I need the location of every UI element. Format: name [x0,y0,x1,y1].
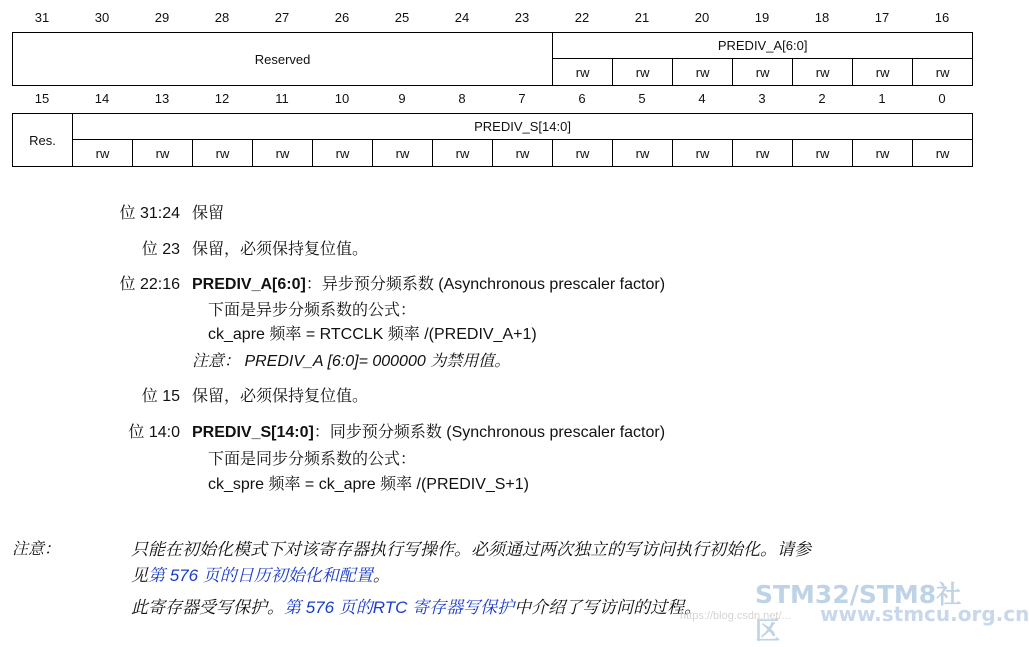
bit-label-23: 位 23 [141,241,180,258]
bit-number: 10 [334,91,350,106]
access-rw: rw [733,140,793,167]
prediv-a-field: PREDIV_A[6:0] [553,33,973,59]
field-name-prediv-a: PREDIV_A[6:0] [192,276,306,293]
field-title-prediv-a: ：异步预分频系数 (Asynchronous prescaler factor) [305,276,666,293]
note-line2-prefix: 见 [131,566,148,585]
bit-number: 24 [454,10,470,25]
bit-number: 30 [94,10,110,25]
field-title-prediv-s: ：同步预分频系数 (Synchronous prescaler factor) [313,424,666,441]
write-protection-link[interactable]: 第 576 页的RTC 寄存器写保护 [284,598,515,617]
access-rw: rw [253,140,313,167]
bit-number: 18 [814,10,830,25]
access-rw: rw [673,59,733,86]
bit-number: 4 [698,91,706,106]
upper-register-table [12,32,973,86]
watermark-blog: https://blog.csdn.net/... [680,610,791,622]
bit-label-15: 位 15 [141,388,180,405]
access-rw: rw [553,59,613,86]
bit-number: 13 [154,91,170,106]
bit-number: 0 [938,91,946,106]
reserved-field: Reserved [13,33,553,86]
bit-number: 2 [818,91,826,106]
access-rw: rw [433,140,493,167]
bit-number: 22 [574,10,590,25]
note-line3-suffix: 中介绍了写访问的过程。 [514,598,702,617]
access-rw: rw [493,140,553,167]
note-line2 [131,566,390,586]
bit-number: 1 [878,91,886,106]
access-rw: rw [913,59,973,86]
note-line2-suffix: 。 [372,566,390,585]
bit-number: 25 [394,10,410,25]
bit-desc-14-0-title [192,423,665,443]
lower-bit-numbers [12,91,972,111]
bit-desc-14-0-formula: ck_spre 频率 = ck_apre 频率 /(PREDIV_S+1) [208,476,530,493]
bit-number: 19 [754,10,770,25]
note-line3-prefix: 此寄存器受写保护。 [131,598,284,617]
prediv-s-field: PREDIV_S[14:0] [73,114,973,140]
bit-number: 12 [214,91,230,106]
bit-label-22-16: 位 22:16 [119,276,180,293]
bit-label-14-0: 位 14:0 [128,424,180,441]
watermark-url: www.stmcu.org.cn [820,602,1029,626]
access-rw: rw [553,140,613,167]
bit-desc-31-24: 保留 [192,205,225,222]
access-rw: rw [793,140,853,167]
access-rw: rw [853,59,913,86]
bit-desc-22-16-title [192,275,665,295]
bit-desc-22-16-line1: 下面是异步分频系数的公式： [208,302,417,319]
bit-number: 7 [518,91,526,106]
bit-desc-22-16-note: 注意： PREDIV_A [6:0]= 000000 为禁用值。 [192,353,511,370]
res-field: Res. [13,114,73,167]
bit-number: 29 [154,10,170,25]
bit-number: 11 [275,91,289,106]
upper-bit-numbers [12,10,972,30]
field-name-prediv-s: PREDIV_S[14:0] [192,424,314,441]
access-rw: rw [913,140,973,167]
access-rw: rw [853,140,913,167]
bit-number: 6 [578,91,586,106]
bit-number: 14 [94,91,110,106]
access-rw: rw [613,140,673,167]
bit-number: 8 [458,91,466,106]
bit-number: 31 [34,10,50,25]
bit-desc-14-0-line1: 下面是同步分频系数的公式： [208,451,417,468]
bit-number: 21 [634,10,650,25]
access-rw: rw [673,140,733,167]
bit-number: 9 [398,91,406,106]
bit-number: 27 [274,10,290,25]
bit-number: 5 [638,91,646,106]
bit-desc-15: 保留，必须保持复位值。 [192,388,369,405]
access-rw: rw [613,59,673,86]
access-rw: rw [193,140,253,167]
bit-number: 15 [34,91,50,106]
watermark-logo-text: STM32/STM8社区 [755,580,962,645]
access-rw: rw [73,140,133,167]
bit-number: 26 [334,10,350,25]
bit-number: 23 [514,10,530,25]
bit-desc-23: 保留，必须保持复位值。 [192,241,369,258]
access-rw: rw [313,140,373,167]
bit-desc-22-16-formula: ck_apre 频率 = RTCCLK 频率 /(PREDIV_A+1) [208,326,537,343]
calendar-init-link[interactable]: 第 576 页的日历初始化和配置 [148,566,373,585]
access-rw: rw [793,59,853,86]
bit-number: 17 [874,10,890,25]
bit-number: 20 [694,10,710,25]
note-label: 注意： [12,541,61,558]
lower-register-table [12,113,973,167]
bit-label-31-24: 位 31:24 [119,205,180,222]
note-line1: 只能在初始化模式下对该寄存器执行写操作。必须通过两次独立的写访问执行初始化。请参 [131,540,811,559]
note-line3 [131,598,701,618]
bit-number: 28 [214,10,230,25]
access-rw: rw [373,140,433,167]
bit-number: 16 [934,10,950,25]
access-rw: rw [733,59,793,86]
bit-number: 3 [758,91,766,106]
access-rw: rw [133,140,193,167]
